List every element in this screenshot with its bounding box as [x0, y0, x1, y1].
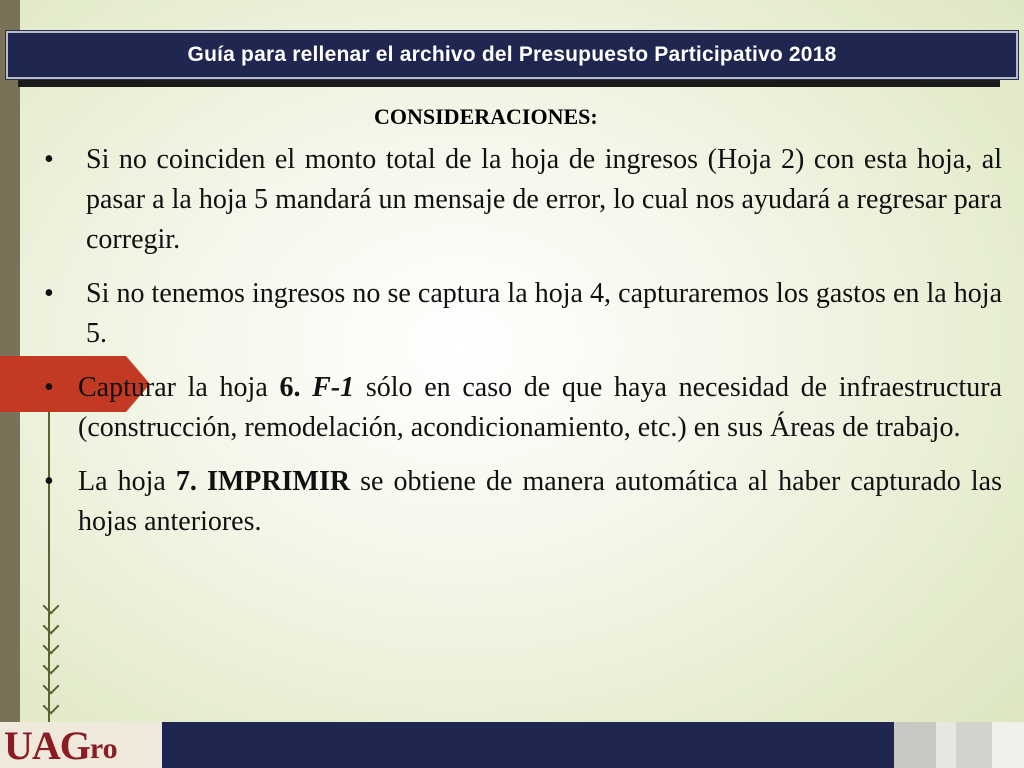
bullet-text: se obtiene de manera automática al haber capturado las hojas anteriores. — [78, 466, 1002, 537]
bullet-item — [38, 140, 1002, 260]
footer-tile — [894, 722, 936, 768]
title-shadow — [18, 79, 1000, 87]
bullet-text: sólo en caso de que haya necesidad de infraestructura (construcción, remodelación, acondicionamiento, etc.) en sus Áreas de trabajo. — [78, 372, 1003, 443]
arrow-feather — [43, 618, 60, 635]
bullet-text: Capturar la hoja — [78, 372, 280, 403]
arrow-feather — [43, 658, 60, 675]
slide-title: Guía para rellenar el archivo del Presupuesto Participativo 2018 — [187, 43, 837, 66]
logo-main-text: UAG — [4, 722, 90, 768]
sheet-number: 6. — [279, 372, 301, 403]
title-bar — [6, 31, 1018, 79]
arrow-feather — [43, 638, 60, 655]
bullet-list — [38, 140, 1002, 556]
bullet-dot-icon: • — [44, 144, 54, 175]
arrow-feather — [43, 678, 60, 695]
bullet-item — [38, 274, 1002, 354]
bullet-text: Si no coinciden el monto total de la hoja de ingresos (Hoja 2) con esta hoja, al pasar a la hoja 5 mandará un mensaje de error, lo cual nos ayudará a regresar para corregir. — [86, 144, 1002, 255]
sheet-code: F-1 — [312, 372, 355, 403]
bullet-text: La hoja — [78, 466, 176, 497]
logo-suffix-text: ro — [89, 732, 118, 765]
bullet-item — [38, 368, 1002, 448]
arrow-feather — [43, 598, 60, 615]
bullet-item — [38, 462, 1002, 542]
footer-tile — [956, 722, 992, 768]
bullet-spacer — [300, 372, 312, 403]
sheet-name: 7. IMPRIMIR — [175, 466, 351, 497]
bullet-text: Si no tenemos ingresos no se captura la hoja 4, capturaremos los gastos en la hoja 5. — [86, 278, 1002, 349]
bullet-dot-icon: • — [44, 466, 54, 497]
bullet-dot-icon: • — [44, 372, 54, 403]
footer-tile — [936, 722, 956, 768]
arrow-feather — [43, 698, 60, 715]
section-heading: CONSIDERACIONES: — [374, 104, 598, 129]
uagro-logo — [0, 722, 162, 768]
bullet-dot-icon: • — [44, 278, 54, 309]
footer-tile — [992, 722, 1024, 768]
